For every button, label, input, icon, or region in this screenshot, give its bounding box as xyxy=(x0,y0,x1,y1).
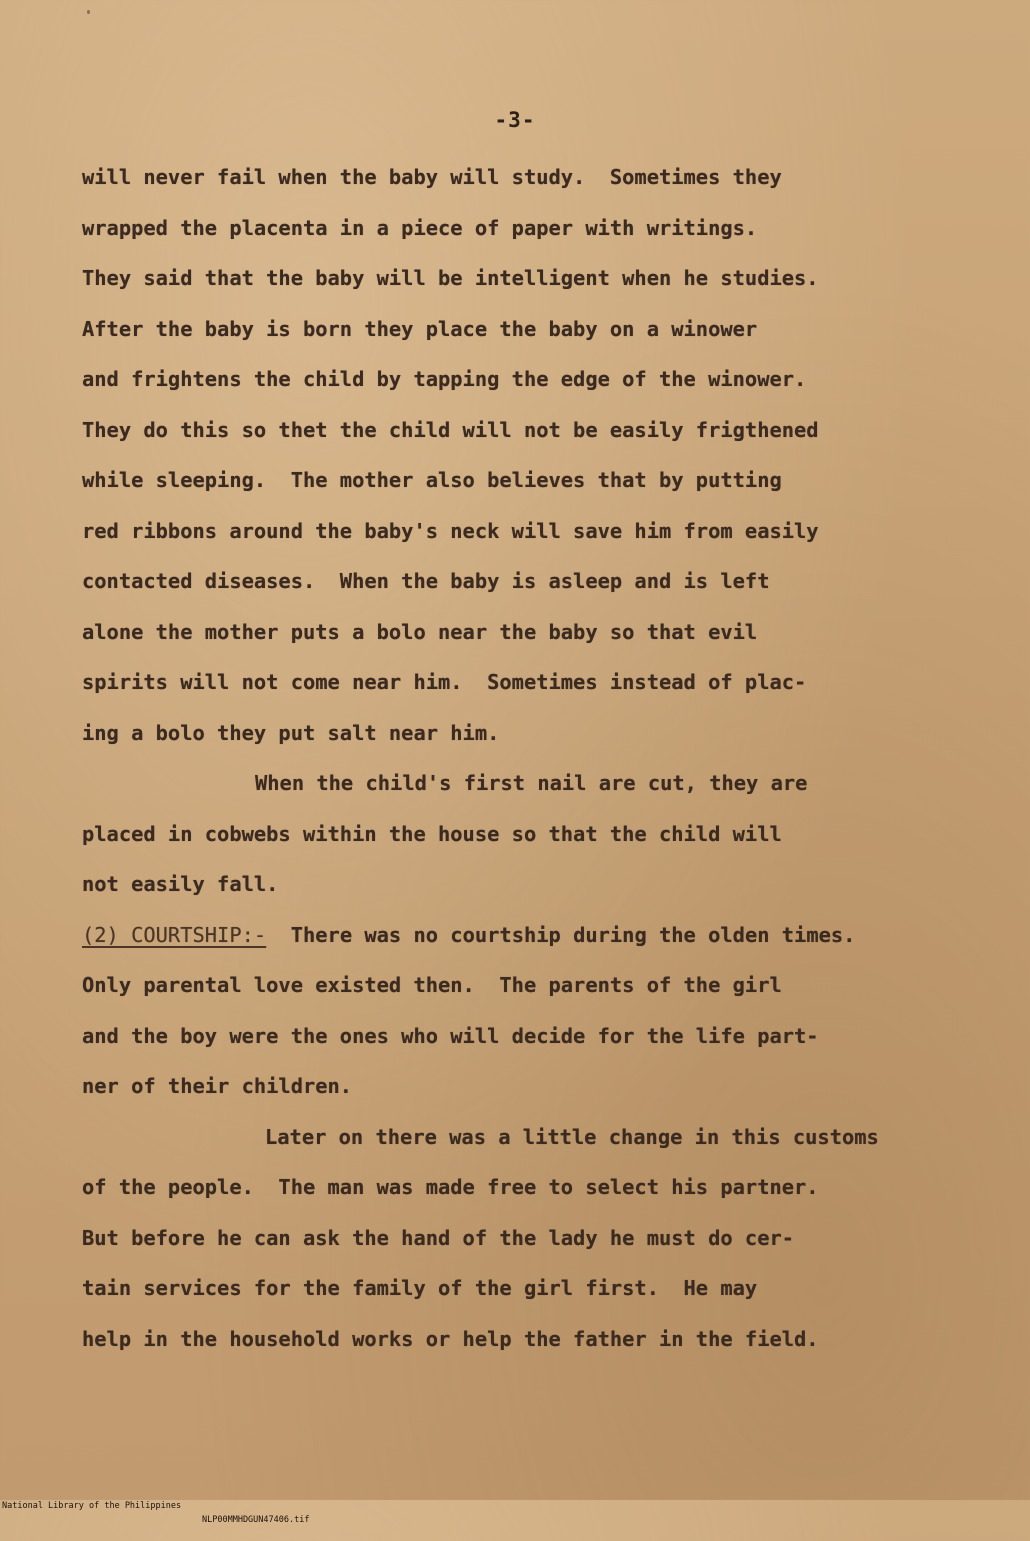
text-line: After the baby is born they place the baby on a winower xyxy=(82,316,758,341)
paragraph-start-line: When the child's first nail are cut, they are xyxy=(255,771,808,795)
paragraph-start-line: Later on there was a little change in this customs xyxy=(265,1124,879,1149)
scan-footer xyxy=(0,1485,1030,1525)
text-line: They said that the baby will be intelligent when he studies. xyxy=(82,266,819,290)
section-line-text: There was no courtship during the olden times. xyxy=(290,922,856,947)
text-line: spirits will not come near him. Sometimes instead of plac- xyxy=(82,670,807,694)
text-line: Only parental love existed then. The parents of the girl xyxy=(82,973,782,997)
text-line: They do this so thet the child will not be easily frigthened xyxy=(82,417,819,442)
text-line: contacted diseases. When the baby is asleep and is left xyxy=(82,569,770,593)
text-line: while sleeping. The mother also believes that by putting xyxy=(82,468,782,492)
text-line: and frightens the child by tapping the edge of the winower. xyxy=(82,367,807,391)
text-line: placed in cobwebs within the house so that the child will xyxy=(82,821,782,846)
text-line: alone the mother puts a bolo near the baby so that evil xyxy=(82,619,758,644)
text-line: not easily fall. xyxy=(82,872,279,896)
document-body xyxy=(82,152,1022,1364)
text-line: ing a bolo they put salt near him. xyxy=(82,720,500,745)
text-line: wrapped the placenta in a piece of paper with writings. xyxy=(82,215,758,240)
text-line: will never fail when the baby will study. Sometimes they xyxy=(82,165,782,189)
text-line: of the people. The man was made free to select his partner. xyxy=(82,1175,819,1199)
footer-filename: NLP00MMHDGUN47406.tif xyxy=(202,1515,310,1525)
text-line: and the boy were the ones who will decide for the life part- xyxy=(82,1023,819,1048)
text-line: red ribbons around the baby's neck will save him from easily xyxy=(82,518,819,543)
text-line: But before he can ask the hand of the lady he must do cer- xyxy=(82,1225,795,1250)
text-line: tain services for the family of the girl first. He may xyxy=(82,1276,758,1300)
footer-source: National Library of the Philippines xyxy=(2,1501,182,1511)
section-line xyxy=(82,910,1022,961)
text-line: help in the household works or help the father in the field. xyxy=(82,1326,819,1351)
text-line: ner of their children. xyxy=(82,1074,353,1098)
section-heading: (2) COURTSHIP:- xyxy=(82,922,267,947)
paper-speck xyxy=(87,10,90,14)
page-number: -3- xyxy=(494,108,536,132)
